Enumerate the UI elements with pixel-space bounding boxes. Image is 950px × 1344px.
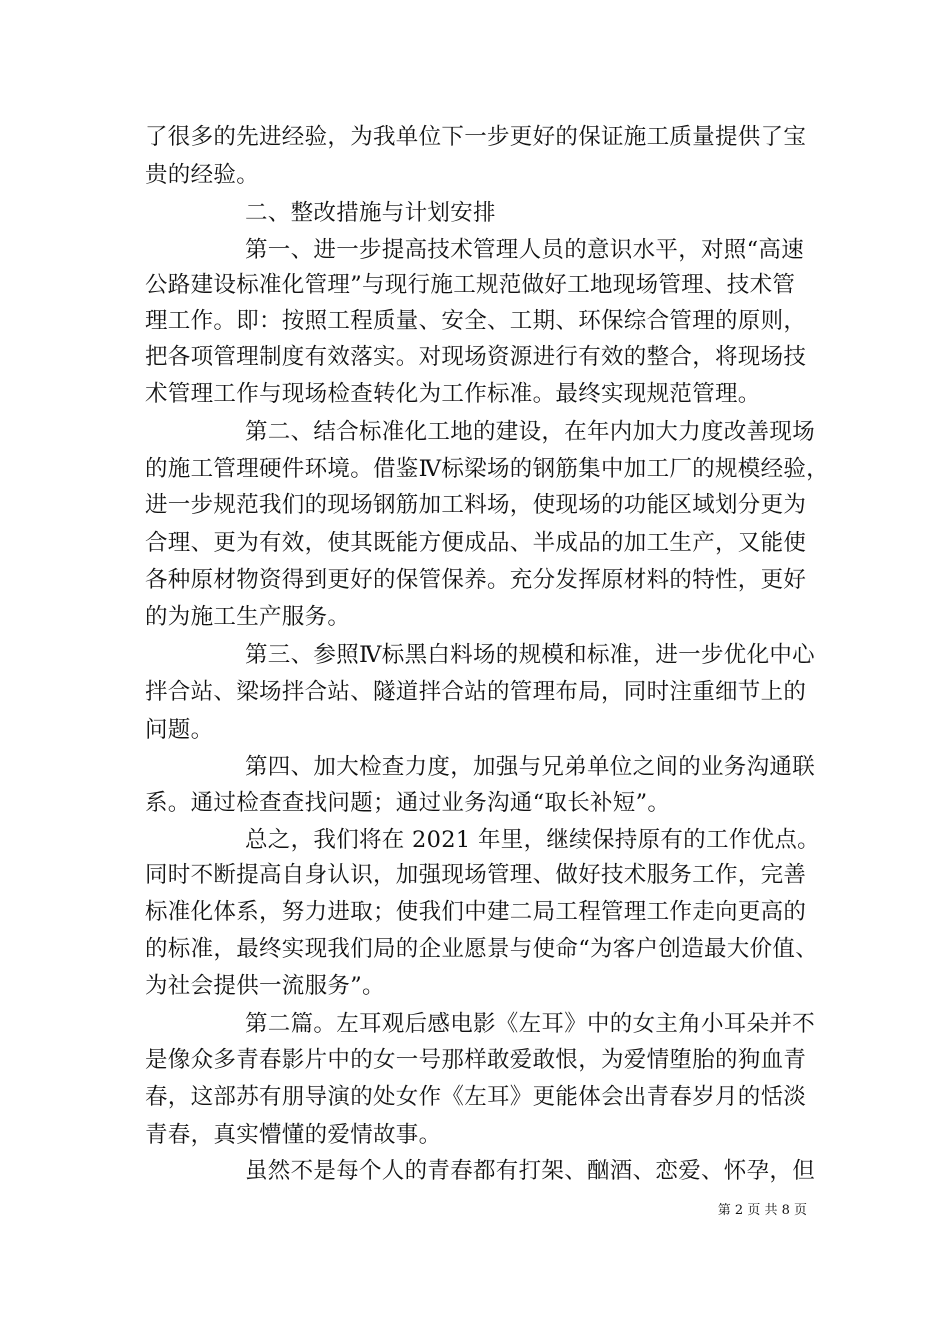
text-line: 术管理工作与现场检查转化为工作标准。最终实现规范管理。 (145, 381, 761, 407)
text-line: 标准化体系，努力进取；使我们中建二局工程管理工作走向更高的 (145, 899, 807, 925)
page-number: 第 2 页 共 8 页 (717, 1203, 807, 1218)
text-line: 合理、更为有效，使其既能方便成品、半成品的加工生产，又能使 (145, 530, 807, 556)
text-line: 贵的经验。 (145, 162, 260, 188)
text-line: 进一步规范我们的现场钢筋加工料场，使现场的功能区域划分更为 (145, 492, 807, 518)
text-line: 是像众多青春影片中的女一号那样敢爱敢恨，为爱情堕胎的狗血青 (145, 1047, 807, 1073)
text-line: 第二篇。左耳观后感电影《左耳》中的女主角小耳朵并不 (245, 1011, 816, 1037)
text-line: 问题。 (145, 717, 214, 743)
text-line: 的为施工生产服务。 (145, 604, 351, 630)
text-line: 第三、参照Ⅳ标黑白料场的规模和标准，进一步优化中心 (245, 642, 815, 668)
text-line: 的施工管理硬件环境。借鉴Ⅳ标梁场的钢筋集中加工厂的规模经验， (145, 456, 829, 482)
text-line: 系。通过检查查找问题；通过业务沟通“取长补短”。 (145, 790, 671, 816)
text-line: 青春，真实懵懂的爱情故事。 (145, 1122, 442, 1148)
text-line: 春，这部苏有朋导演的处女作《左耳》更能体会出青春岁月的恬淡 (145, 1084, 807, 1110)
text-line: 拌合站、梁场拌合站、隧道拌合站的管理布局，同时注重细节上的 (145, 679, 807, 705)
text-line: 虽然不是每个人的青春都有打架、酗酒、恋爱、怀孕，但 (245, 1158, 816, 1184)
text-line: 公路建设标准化管理”与现行施工规范做好工地现场管理、技术管 (145, 272, 796, 298)
text-line: 了很多的先进经验，为我单位下一步更好的保证施工质量提供了宝 (145, 124, 807, 150)
text-line: 理工作。即：按照工程质量、安全、工期、环保综合管理的原则， (145, 308, 807, 334)
section-heading: 二、整改措施与计划安排 (245, 200, 496, 226)
text-line: 第二、结合标准化工地的建设，在年内加大力度改善现场 (245, 419, 816, 445)
text-line: 的标准，最终实现我们局的企业愿景与使命“为客户创造最大价值、 (145, 936, 819, 962)
text-line: 第四、加大检查力度，加强与兄弟单位之间的业务沟通联 (245, 754, 816, 780)
text-line: 总之，我们将在 2021 年里，继续保持原有的工作优点。 (245, 827, 820, 853)
text-line: 各种原材物资得到更好的保管保养。充分发挥原材料的特性，更好 (145, 567, 807, 593)
text-line: 同时不断提高自身认识，加强现场管理、做好技术服务工作，完善 (145, 862, 807, 888)
text-line: 为社会提供一流服务”。 (145, 973, 385, 999)
text-line: 把各项管理制度有效落实。对现场资源进行有效的整合，将现场技 (145, 344, 807, 370)
text-line: 第一、进一步提高技术管理人员的意识水平，对照“高速 (245, 237, 805, 263)
